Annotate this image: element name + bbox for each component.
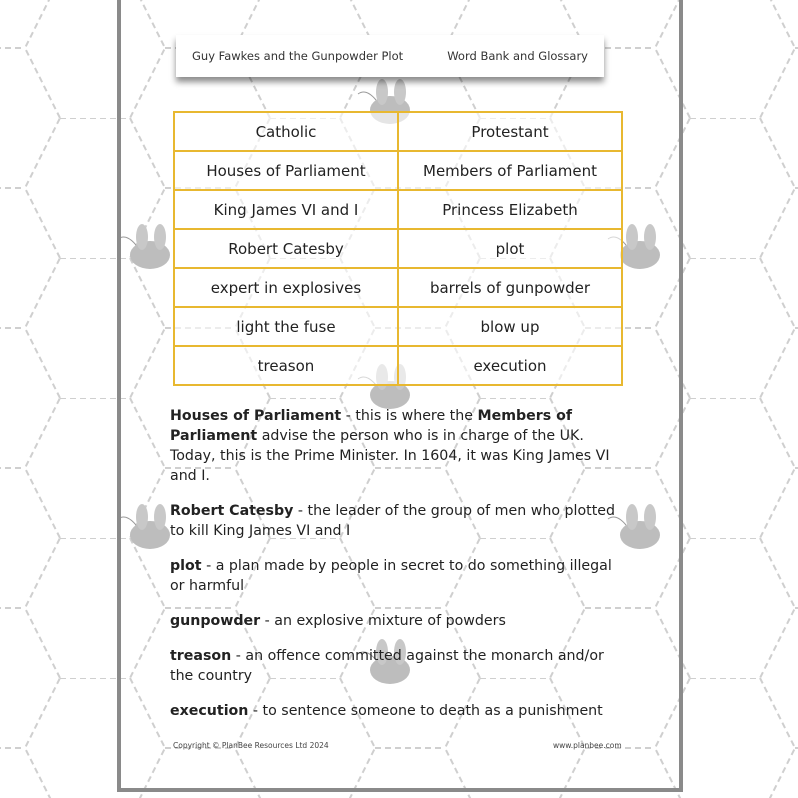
word-bank-row [174, 151, 622, 190]
glossary-entry [170, 701, 620, 721]
glossary-definition: advise the person who is in charge of the UK. Today, this is the Prime Minister. In 1604, it was King James VI and I. [170, 428, 610, 484]
glossary-term: plot [170, 558, 202, 574]
word-bank-cell: Houses of Parliament [174, 151, 398, 190]
word-bank-row [174, 229, 622, 268]
word-bank-cell: expert in explosives [174, 268, 398, 307]
word-bank-cell: plot [398, 229, 622, 268]
word-bank-cell: Princess Elizabeth [398, 190, 622, 229]
word-bank-cell: barrels of gunpowder [398, 268, 622, 307]
word-bank-cell: King James VI and I [174, 190, 398, 229]
glossary-term: Members of Parliament [170, 408, 573, 444]
website-link[interactable]: www.planbee.com [553, 741, 622, 750]
glossary-entry [170, 406, 620, 486]
glossary-definition: - an offence committed against the monarch and/or the country [170, 648, 604, 684]
word-bank-cell: execution [398, 346, 622, 385]
glossary-definition: - the leader of the group of men who plotted to kill King James VI and I [170, 503, 615, 539]
glossary-definition: - a plan made by people in secret to do something illegal or harmful [170, 558, 612, 594]
word-bank-cell: Robert Catesby [174, 229, 398, 268]
glossary-term: execution [170, 703, 249, 719]
glossary [170, 406, 620, 736]
copyright-text: Copyright © PlanBee Resources Ltd 2024 [173, 741, 329, 750]
word-bank-cell: blow up [398, 307, 622, 346]
word-bank-cell: treason [174, 346, 398, 385]
glossary-text: - this is where the [341, 408, 478, 424]
word-bank-row [174, 112, 622, 151]
header-subtitle: Word Bank and Glossary [447, 49, 588, 63]
word-bank-row [174, 346, 622, 385]
word-bank-row [174, 190, 622, 229]
header-title: Guy Fawkes and the Gunpowder Plot [192, 49, 404, 63]
page-header [176, 35, 604, 77]
glossary-definition: - an explosive mixture of powders [260, 613, 506, 629]
word-bank-cell: light the fuse [174, 307, 398, 346]
glossary-term: Robert Catesby [170, 503, 294, 519]
glossary-entry [170, 611, 620, 631]
glossary-term: gunpowder [170, 613, 261, 629]
word-bank-cell: Catholic [174, 112, 398, 151]
glossary-term: Houses of Parliament [170, 408, 342, 424]
word-bank-row [174, 268, 622, 307]
glossary-entry [170, 646, 620, 686]
word-bank-table [173, 111, 623, 386]
word-bank-cell: Members of Parliament [398, 151, 622, 190]
glossary-definition: - to sentence someone to death as a punishment [248, 703, 603, 719]
word-bank-cell: Protestant [398, 112, 622, 151]
glossary-entry [170, 556, 620, 596]
glossary-term: treason [170, 648, 232, 664]
glossary-entry [170, 501, 620, 541]
word-bank-row [174, 307, 622, 346]
